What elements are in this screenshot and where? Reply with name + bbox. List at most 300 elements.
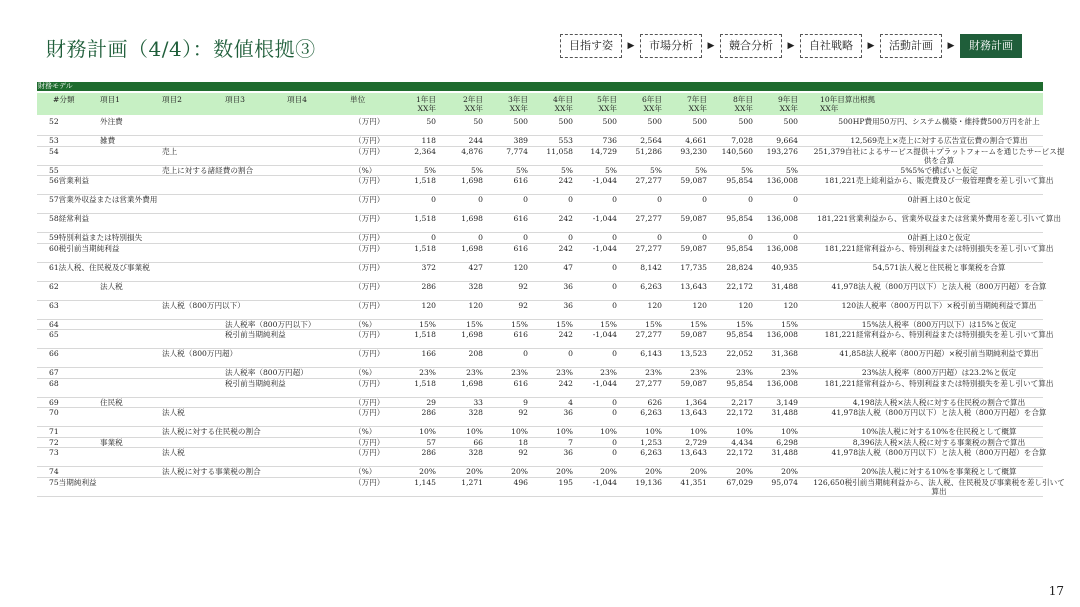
row-value: 14,729 [590, 146, 617, 156]
row-value: 10% [556, 427, 573, 436]
row-value: 626 [647, 397, 662, 407]
row-value: 27,277 [635, 214, 662, 223]
row-value: 15% [419, 319, 436, 329]
row-category: 64 [49, 319, 59, 329]
flow-step: 市場分析 [640, 34, 702, 58]
row-value: 10% [419, 427, 436, 436]
flow-step: 活動計画 [880, 34, 942, 58]
row-value: 736 [602, 136, 617, 145]
row-value: -1,044 [592, 243, 617, 253]
table-caption-bar [37, 82, 1043, 91]
row-category: 58経常利益 [49, 214, 90, 223]
row-value: 4,876 [461, 146, 483, 156]
table-row [37, 477, 1065, 497]
row-value: 242 [558, 243, 573, 253]
row-value: 92 [518, 281, 528, 291]
row-value: 10% [736, 427, 753, 436]
row-value: 22,172 [726, 448, 753, 457]
header-year: 1年目 XX年 [415, 95, 436, 113]
flow-arrow-icon: ▶ [787, 41, 795, 51]
row-unit: （万円） [354, 397, 385, 407]
row-basis: 41,978法人税（800万円以下）と法人税（800万円超）を合算 [831, 408, 1047, 417]
row-value: 5% [649, 165, 662, 175]
row-value: -1,044 [592, 378, 617, 388]
row-unit: （万円） [354, 448, 385, 457]
row-value: 500 [602, 117, 617, 126]
row-basis: 41,978法人税（800万円以下）と法人税（800万円超）を合算 [831, 448, 1047, 457]
row-value: 1,698 [461, 243, 483, 253]
row-value: 31,488 [771, 281, 798, 291]
row-value: 6,263 [640, 448, 662, 457]
row-item2: 法人税（800万円以下） [162, 300, 245, 310]
row-value: 6,143 [640, 349, 662, 358]
row-value: 9,664 [776, 136, 798, 145]
row-value: 15% [511, 319, 528, 329]
row-value: 23% [511, 368, 528, 377]
row-value: 2,217 [731, 397, 753, 407]
row-value: 0 [702, 233, 707, 242]
table-row [37, 262, 1043, 282]
table-row [37, 447, 1047, 467]
row-value: 15% [556, 319, 573, 329]
table-row [37, 281, 1047, 301]
row-value: 20% [466, 467, 483, 476]
row-value: 120 [421, 300, 436, 310]
row-category: 65 [49, 330, 59, 339]
row-value: 95,854 [726, 176, 753, 185]
row-unit: （万円） [354, 281, 385, 291]
row-value: 0 [612, 300, 617, 310]
header-item2: 項目2 [162, 95, 183, 104]
row-basis: 251,379自社によるサービス提供＋プラットフォームを通じたサービス提供を合算 [813, 146, 1065, 165]
row-basis: 12,569売上×売上に対する広告宣伝費の割合で算出 [850, 136, 1028, 145]
row-value: 66 [473, 437, 483, 447]
row-category: 69 [49, 397, 59, 407]
row-value: 4,661 [685, 136, 707, 145]
row-basis: 54,571法人税と住民税と事業税を合算 [872, 262, 1006, 272]
row-value: 9 [523, 397, 528, 407]
row-unit: （万円） [354, 214, 385, 223]
row-value: 0 [612, 281, 617, 291]
row-value: 15% [466, 319, 483, 329]
row-value: 92 [518, 408, 528, 417]
row-value: 5% [785, 165, 798, 175]
row-value: 59,087 [680, 243, 707, 253]
row-category: 54 [49, 146, 59, 156]
row-unit: （%） [354, 368, 377, 377]
row-value: 0 [568, 195, 573, 204]
row-value: 23% [645, 368, 662, 377]
table-row [37, 194, 1043, 214]
row-value: 20% [781, 467, 798, 476]
row-value: 1,698 [461, 330, 483, 339]
row-value: 136,008 [766, 378, 798, 388]
row-value: 67,029 [726, 477, 753, 487]
row-value: 19,136 [635, 477, 662, 487]
row-unit: （万円） [354, 378, 385, 388]
row-value: 15% [645, 319, 662, 329]
flow-step: 目指す姿 [560, 34, 622, 58]
row-value: 242 [558, 378, 573, 388]
row-value: 120 [468, 300, 483, 310]
row-category: 52 [49, 117, 59, 126]
row-value: 244 [468, 136, 483, 145]
row-value: 140,560 [721, 146, 753, 156]
row-value: 13,643 [680, 408, 707, 417]
row-value: 20% [511, 467, 528, 476]
row-value: 136,008 [766, 214, 798, 223]
header-category: #分類 [53, 95, 75, 104]
row-value: 29 [426, 397, 436, 407]
row-value: 4,434 [731, 437, 753, 447]
row-value: 0 [523, 195, 528, 204]
row-value: 15% [600, 319, 617, 329]
row-value: 47 [563, 262, 573, 272]
row-category: 56営業利益 [49, 176, 90, 185]
row-value: 0 [568, 349, 573, 358]
row-value: 59,087 [680, 214, 707, 223]
row-category: 59特別利益または特別損失 [49, 233, 143, 242]
row-unit: （%） [354, 467, 377, 476]
row-value: 328 [468, 448, 483, 457]
row-value: 5% [470, 165, 483, 175]
row-value: 1,518 [414, 330, 436, 339]
row-value: 36 [563, 448, 573, 457]
row-unit: （万円） [354, 477, 385, 487]
row-value: 10% [600, 427, 617, 436]
row-value: 500 [692, 117, 707, 126]
row-basis: 23%法人税率（800万円超）は23.2%と仮定 [861, 368, 1017, 377]
row-value: 1,271 [461, 477, 483, 487]
row-value: 0 [612, 397, 617, 407]
row-value: 27,277 [635, 243, 662, 253]
row-value: 15% [736, 319, 753, 329]
row-value: 0 [793, 233, 798, 242]
row-value: 95,854 [726, 214, 753, 223]
row-value: 0 [431, 195, 436, 204]
row-value: 0 [612, 262, 617, 272]
row-value: 4 [568, 397, 573, 407]
row-value: 23% [556, 368, 573, 377]
row-item2: 法人税 [162, 448, 185, 457]
row-category: 66 [49, 349, 59, 358]
flow-step: 自社戦略 [800, 34, 862, 58]
header-year-10: 10年目算出根拠 XX年 [820, 95, 876, 113]
row-value: 242 [558, 330, 573, 339]
header-year: 7年目 XX年 [686, 95, 707, 113]
row-value: 1,698 [461, 214, 483, 223]
row-value: 0 [523, 349, 528, 358]
row-category: 72 [49, 437, 59, 447]
row-basis: 20%法人税に対する10%を事業税として概算 [861, 467, 1017, 476]
row-value: 22,172 [726, 408, 753, 417]
row-item2: 売上 [162, 146, 178, 156]
row-value: 427 [468, 262, 483, 272]
header-year: 5年目 XX年 [596, 95, 617, 113]
row-value: 95,074 [771, 477, 798, 487]
row-value: 1,698 [461, 378, 483, 388]
row-unit: （万円） [354, 408, 385, 417]
row-basis: 41,978法人税（800万円以下）と法人税（800万円超）を合算 [831, 281, 1047, 291]
row-value: 11,058 [546, 146, 573, 156]
row-value: 27,277 [635, 176, 662, 185]
row-category: 73 [49, 448, 59, 457]
row-value: 10% [690, 427, 707, 436]
row-value: 59,087 [680, 176, 707, 185]
row-value: 7,028 [731, 136, 753, 145]
row-value: 0 [612, 349, 617, 358]
row-value: 15% [781, 319, 798, 329]
row-value: 20% [600, 467, 617, 476]
row-value: 27,277 [635, 330, 662, 339]
row-value: 136,008 [766, 330, 798, 339]
header-item4: 項目4 [287, 95, 308, 104]
row-category: 53 [49, 136, 59, 145]
row-value: 10% [511, 427, 528, 436]
row-unit: （万円） [354, 300, 385, 310]
row-value: 208 [468, 349, 483, 358]
row-value: 31,488 [771, 408, 798, 417]
row-value: 0 [612, 437, 617, 447]
row-category: 70 [49, 408, 59, 417]
row-value: 616 [513, 378, 528, 388]
row-value: 242 [558, 214, 573, 223]
row-value: 6,298 [776, 437, 798, 447]
row-basis: 181,221経常利益から、特別利益または特別損失を差し引いて算出 [824, 378, 1054, 388]
table-row [37, 378, 1054, 398]
row-value: 50 [473, 117, 483, 126]
row-value: 92 [518, 448, 528, 457]
row-basis: 5%5%で横ばいと仮定 [900, 165, 978, 175]
row-value: 5% [515, 165, 528, 175]
row-value: 496 [513, 477, 528, 487]
header-year: 2年目 XX年 [462, 95, 483, 113]
row-value: 166 [421, 349, 436, 358]
row-value: 17,735 [680, 262, 707, 272]
row-value: 120 [692, 300, 707, 310]
row-basis: 41,858法人税率（800万円超）×税引前当期純利益で算出 [839, 349, 1039, 358]
row-value: 95,854 [726, 330, 753, 339]
row-unit: （万円） [354, 349, 385, 358]
row-value: 20% [556, 467, 573, 476]
row-value: 36 [563, 408, 573, 417]
row-value: 31,488 [771, 448, 798, 457]
row-unit: （万円） [354, 195, 385, 204]
table-header [37, 93, 1043, 115]
row-value: 553 [558, 136, 573, 145]
row-value: 5% [694, 165, 707, 175]
row-unit: （万円） [354, 176, 385, 185]
row-value: 6,263 [640, 281, 662, 291]
header-item1: 項目1 [100, 95, 121, 104]
row-value: 23% [600, 368, 617, 377]
row-value: 23% [419, 368, 436, 377]
table-row [37, 300, 1043, 320]
row-value: 22,172 [726, 281, 753, 291]
row-basis: 126,650税引前当期純利益から、法人税、住民税及び事業税を差し引いて算出 [813, 477, 1065, 496]
row-value: 33 [473, 397, 483, 407]
row-basis: 0計画上は0と仮定 [907, 233, 971, 242]
row-value: 372 [421, 262, 436, 272]
row-value: 1,364 [685, 397, 707, 407]
row-item1: 外注費 [100, 117, 123, 126]
process-flow [560, 34, 1022, 58]
row-unit: （万円） [354, 437, 385, 447]
row-value: 13,643 [680, 281, 707, 291]
row-value: 1,518 [414, 214, 436, 223]
row-unit: （%） [354, 427, 377, 436]
flow-arrow-icon: ▶ [867, 41, 875, 51]
row-unit: （万円） [354, 117, 385, 126]
row-value: 18 [518, 437, 528, 447]
row-value: 0 [748, 233, 753, 242]
row-value: 500 [738, 117, 753, 126]
row-value: 0 [478, 195, 483, 204]
row-value: 3,149 [776, 397, 798, 407]
table-row [37, 407, 1047, 427]
row-category: 61法人税、住民税及び事業税 [49, 262, 150, 272]
row-item2: 法人税に対する住民税の割合 [162, 427, 261, 436]
header-unit: 単位 [350, 95, 366, 104]
header-year: 9年目 XX年 [777, 95, 798, 113]
row-category: 57営業外収益または営業外費用 [49, 195, 158, 204]
row-unit: （万円） [354, 262, 385, 272]
header-item3: 項目3 [225, 95, 246, 104]
row-value: 36 [563, 281, 573, 291]
row-value: 10% [645, 427, 662, 436]
row-value: 0 [657, 195, 662, 204]
row-basis: 8,396法人税×法人税に対する事業税の割合で算出 [852, 437, 1026, 447]
row-basis: 181,221営業利益から、営業外収益または営業外費用を差し引いて算出 [816, 214, 1062, 223]
row-basis: 15%法人税率（800万円以下）は15%と仮定 [861, 319, 1017, 329]
row-value: 1,698 [461, 176, 483, 185]
row-value: 40,935 [771, 262, 798, 272]
row-category: 75当期純利益 [49, 477, 97, 487]
row-value: -1,044 [592, 477, 617, 487]
flow-arrow-icon: ▶ [707, 41, 715, 51]
row-value: 328 [468, 281, 483, 291]
row-value: 0 [478, 233, 483, 242]
row-item2: 法人税（800万円超） [162, 349, 238, 358]
row-value: 5% [423, 165, 436, 175]
row-unit: （万円） [354, 233, 385, 242]
table-caption: 財務モデル [38, 82, 73, 90]
row-value: 120 [783, 300, 798, 310]
row-value: 286 [421, 281, 436, 291]
row-value: 286 [421, 448, 436, 457]
flow-arrow-icon: ▶ [947, 41, 955, 51]
flow-step: 競合分析 [720, 34, 782, 58]
row-basis: 181,221経常利益から、特別利益または特別損失を差し引いて算出 [824, 243, 1054, 253]
row-value: 93,230 [680, 146, 707, 156]
row-value: 0 [612, 233, 617, 242]
row-category: 62 [49, 281, 59, 291]
row-basis: 10%法人税に対する10%を住民税として概算 [861, 427, 1017, 436]
row-category: 68 [49, 378, 59, 388]
row-value: -1,044 [592, 176, 617, 185]
row-value: 6,263 [640, 408, 662, 417]
row-value: 20% [736, 467, 753, 476]
row-value: 0 [748, 195, 753, 204]
row-value: 41,351 [680, 477, 707, 487]
row-value: -1,044 [592, 214, 617, 223]
row-value: 0 [523, 233, 528, 242]
row-basis: 0計画上は0と仮定 [907, 195, 971, 204]
row-value: 0 [568, 233, 573, 242]
row-value: 23% [466, 368, 483, 377]
row-value: 616 [513, 214, 528, 223]
row-category: 67 [49, 368, 59, 377]
row-basis: 4,198法人税×法人税に対する住民税の割合で算出 [852, 397, 1026, 407]
row-value: 51,286 [635, 146, 662, 156]
row-unit: （%） [354, 319, 377, 329]
row-value: 10% [466, 427, 483, 436]
row-value: 20% [419, 467, 436, 476]
row-value: 0 [612, 408, 617, 417]
row-value: 22,052 [726, 349, 753, 358]
row-basis: 500HP費用50万円、システム構築・維持費500万円を計上 [838, 117, 1040, 126]
row-category: 60税引前当期純利益 [49, 243, 120, 253]
row-value: 13,643 [680, 448, 707, 457]
row-value: 0 [657, 233, 662, 242]
row-unit: （万円） [354, 136, 385, 145]
row-category: 63 [49, 300, 59, 310]
row-unit: （万円） [354, 146, 385, 156]
row-value: 20% [690, 467, 707, 476]
table-row [37, 329, 1054, 349]
row-value: 10% [781, 427, 798, 436]
table-row [37, 146, 1065, 166]
row-value: 1,145 [414, 477, 436, 487]
row-unit: （万円） [354, 243, 385, 253]
row-value: 1,518 [414, 176, 436, 185]
flow-arrow-icon: ▶ [627, 41, 635, 51]
row-value: 20% [645, 467, 662, 476]
row-value: 15% [690, 319, 707, 329]
row-value: 136,008 [766, 243, 798, 253]
row-item3: 法人税率（800万円超） [225, 368, 308, 377]
row-item2: 売上に対する諸経費の割合 [162, 165, 254, 175]
header-year: 6年目 XX年 [641, 95, 662, 113]
page-number: 17 [1048, 584, 1064, 598]
row-item1: 雑費 [100, 136, 116, 145]
row-item2: 法人税に対する事業税の割合 [162, 467, 261, 476]
row-value: 7 [568, 437, 573, 447]
row-value: 0 [612, 448, 617, 457]
row-value: 5% [560, 165, 573, 175]
flow-step: 財務計画 [960, 34, 1022, 58]
row-value: 92 [518, 300, 528, 310]
row-value: 23% [781, 368, 798, 377]
table-row [37, 175, 1054, 195]
row-value: 500 [558, 117, 573, 126]
row-value: 0 [793, 195, 798, 204]
row-value: 136,008 [766, 176, 798, 185]
row-value: 2,564 [640, 136, 662, 145]
row-value: 242 [558, 176, 573, 185]
row-value: 616 [513, 176, 528, 185]
row-value: 95,854 [726, 378, 753, 388]
row-category: 74 [49, 467, 59, 476]
table-row [37, 243, 1054, 263]
row-value: 23% [690, 368, 707, 377]
row-item1: 住民税 [100, 397, 123, 407]
row-value: 2,364 [414, 146, 436, 156]
header-year: 8年目 XX年 [732, 95, 753, 113]
page-title: 財務計画（4/4）：数値根拠③ [46, 37, 316, 61]
row-item3: 税引前当期純利益 [225, 378, 286, 388]
table-row [37, 348, 1043, 368]
